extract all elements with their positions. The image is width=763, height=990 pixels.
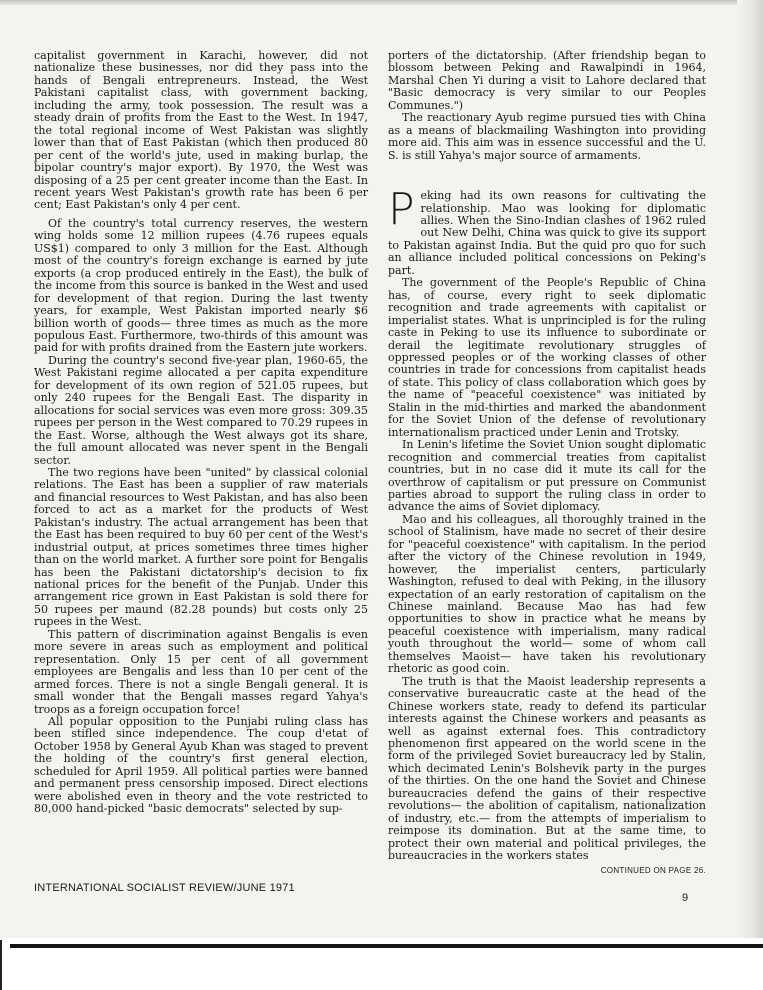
running-footer: INTERNATIONAL SOCIALIST REVIEW/JUNE 1971 — [34, 882, 295, 894]
paragraph: The truth is that the Maoist leadership represents a conservative bureaucratic caste at the head of the Chinese workers state, ready to defend its particular interests against the Chinese workers and peasants as well as against external foes. This contradictory phenomenon first appeared on the world scene in the form of the privileged Soviet bureaucracy led by Stalin, which decimated Lenin's Bolshevik party in the purges of the thirties. On the one hand the Soviet and Chinese bureaucracies defend the gains of their respective revolutions— the abolition of capitalism, nationalization of industry, etc.— from the attempts of imperialism to reimpose its domination. But at the same time, to protect their own material and political privileges, the bureaucracies in the workers states — [388, 674, 706, 863]
paragraph: During the country's second five-year plan, 1960-65, the West Pakistani regime allocated a per capita expenditure for development of its own region of 521.05 rupees, but only 240 rupees for the Bengali East. The disparity in allocations for social services was even more gross: 309.35 rupees per person in the West compared to 70.29 rupees in the East. Worse, although the West always got its share, the full amount allocated was never spent in the Bengali sector. — [34, 353, 368, 467]
paragraph: porters of the dictatorship. (After friendship began to blossom between Peking and Rawalpindi in 1964, Marshal Chen Yi during a visit to Lahore declared that "Basic democracy is very similar to our Peoples Communes.") — [388, 49, 706, 112]
drop-cap: P — [388, 184, 415, 236]
paragraph: In Lenin's lifetime the Soviet Union sought diplomatic recognition and commercial treaties from capitalist countries, but in no case did it mute its call for the overthrow of capitalism or put pressure on Communist parties abroad to support the ruling class in order to advance the aims of Soviet diplomacy. — [388, 438, 706, 514]
paragraph: capitalist government in Karachi, however, did not nationalize these businesses, nor did they pass into the hands of Bengali entrepreneurs. Instead, the West Pakistani capitalist class, with government backing, including the army, took possession. The result was a steady drain of profits from the East to the West. In 1947, the total regional income of West Pakistan was slightly lower than that of East Pakistan (which then produced 80 per cent of the world's jute, used in making burlap, the bipolar country's major export). By 1970, the West was disposing of a 25 per cent greater income than the East. In recent years West Pakistan's growth rate has been 6 per cent; East Pakistan's only 4 per cent. — [34, 49, 368, 212]
paragraph: The government of the People's Republic of China has, of course, every right to seek diplomatic recognition and trade agreements with capitalist or imperialist states. What is unprincipled is for the ruling caste in Peking to use its influence to subordinate or derail the legitimate revolutionary struggles of oppressed peoples or of the working classes of other countries in trade for concessions from capitalist heads of state. This policy of class collaboration which goes by the name of "peaceful coexistence" was initiated by Stalin in the mid-thirties and marked the abandonment for the Soviet Union of the defense of revolutionary internationalism practiced under Lenin and Trotsky. — [388, 276, 706, 439]
paragraph-text: eking had its own reasons for cultivating the relationship. Mao was looking for diplomatic allies. When the Sino-Indian clashes of 1962 ruled out New Delhi, China was quick to give its support to Pakistan against India. But the quid pro quo for such an alliance included political concessions on Peking's part. — [388, 189, 706, 277]
scan-bottom-edge — [10, 944, 763, 948]
paragraph — [388, 184, 706, 277]
paragraph: All popular opposition to the Punjabi ruling class has been stifled since independence. The coup d'etat of October 1958 by General Ayub Khan was staged to prevent the holding of the country's first general election, scheduled for April 1959. All political parties were banned and permanent press censorship imposed. Direct elections were abolished even in theory and the vote restricted to 80,000 hand-picked "basic democrats" selected by sup- — [34, 715, 368, 816]
section-break — [388, 162, 706, 190]
continued-note: CONTINUED ON PAGE 26. — [600, 865, 706, 875]
page-number: 9 — [682, 892, 689, 904]
scan-left-edge — [0, 940, 2, 990]
scan-top-shadow — [0, 0, 763, 6]
left-column — [34, 50, 368, 816]
paragraph: Of the country's total currency reserves, the western wing holds some 12 million rupees (4.76 rupees equals US$1) compared to only 3 million for the East. Although most of the country's foreign exchange is earned by jute exports (a crop produced entirely in the East), the bulk of the income from this source is banked in the West and used for development of that region. During the last twenty years, for example, West Pakistan imported nearly $6 billion worth of goods— three times as much as the more populous East. Furthermore, two-thirds of this amount was paid for with profits drained from the Eastern jute workers. — [34, 216, 368, 355]
paragraph: The reactionary Ayub regime pursued ties with China as a means of blackmailing Washington into providing more aid. This aim was in essence successful and the U. S. is still Yahya's major source of armaments. — [388, 111, 706, 162]
right-column — [388, 50, 706, 877]
page-shadow — [737, 0, 763, 960]
paragraph: Mao and his colleagues, all thoroughly trained in the school of Stalinism, have made no secret of their desire for "peaceful coexistence" with capitalism. In the period after the victory of the Chinese revolution in 1949, however, the imperialist centers, particularly Washington, refused to deal with Peking, in the illusory expectation of an early restoration of capitalism on the Chinese mainland. Because Mao has had few opportunities to show in practice what he means by peaceful coexistence with imperialism, many radical youth throughout the world— some of whom call themselves Maoist— have taken his revolutionary rhetoric as good coin. — [388, 512, 706, 676]
paragraph: The two regions have been "united" by classical colonial relations. The East has been a supplier of raw materials and financial resources to West Pakistan, and has also been forced to act as a market for the products of West Pakistan's industry. The actual arrangement has been that the East has been required to buy 60 per cent of the West's industrial output, at prices sometimes three times higher than on the world market. A further sore point for Bengalis has been the Pakistani dictatorship's decision to fix national prices for the benefit of the Punjab. Under this arrangement rice grown in East Pakistan is sold there for 50 rupees per maund (82.28 pounds) but costs only 25 rupees in the West. — [34, 465, 368, 629]
paragraph: This pattern of discrimination against Bengalis is even more severe in areas such as employment and political representation. Only 15 per cent of all government employees are Bengalis and less than 10 per cent of the armed forces. There is not a single Bengali general. It is small wonder that the Bengali masses regard Yahya's troops as a foreign occupation force! — [34, 627, 368, 716]
